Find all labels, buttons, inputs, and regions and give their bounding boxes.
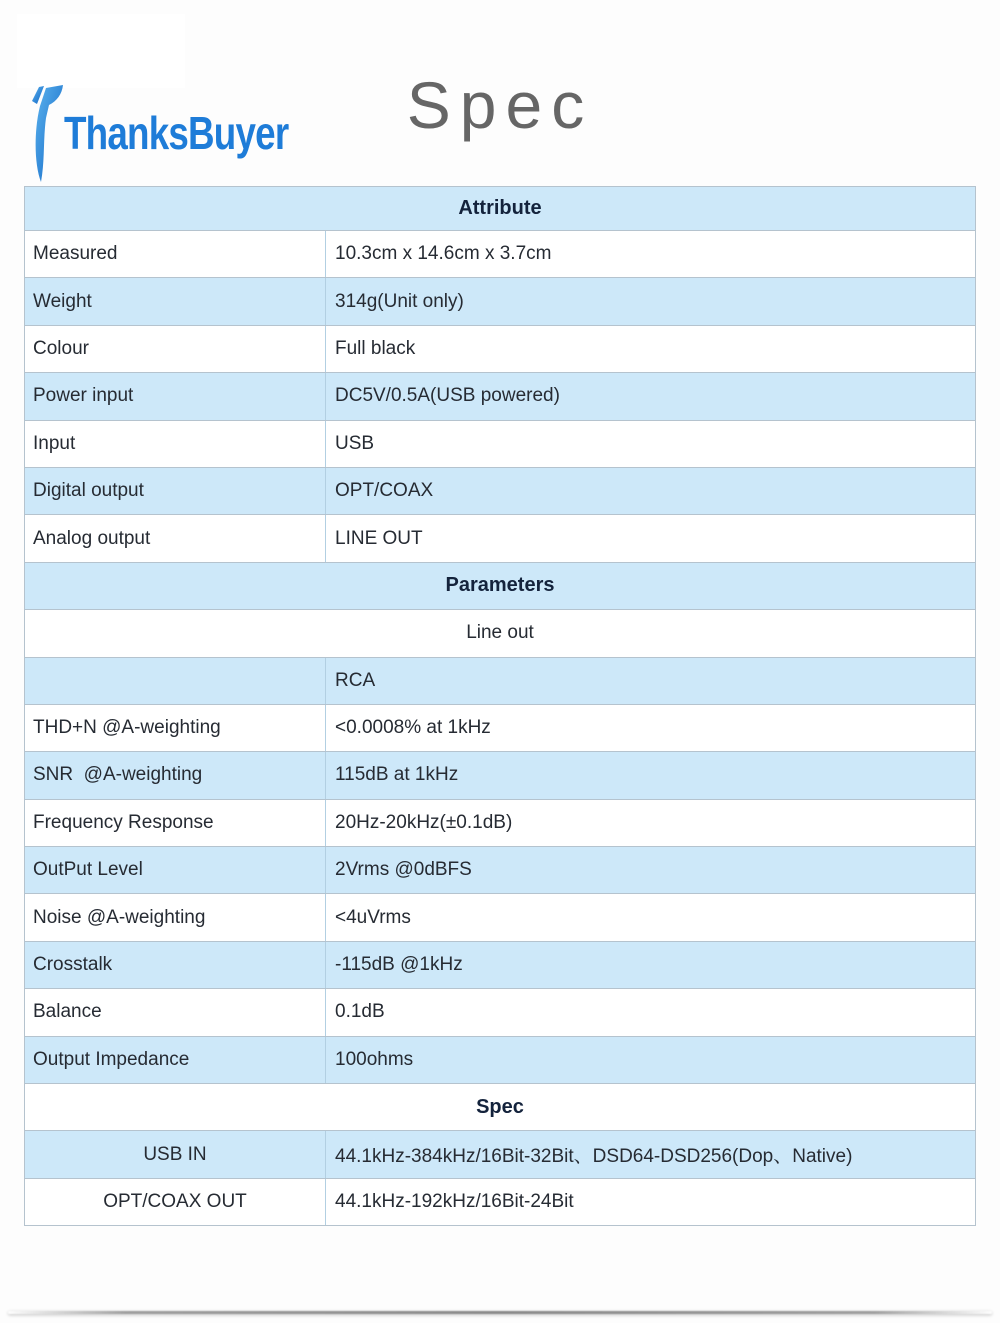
section-row xyxy=(25,1083,975,1130)
row-value: <0.0008% at 1kHz xyxy=(335,717,491,739)
spec-table xyxy=(24,186,976,1226)
row-value: OPT/COAX xyxy=(335,480,434,502)
row-value: 100ohms xyxy=(335,1048,414,1070)
table-row xyxy=(25,1178,975,1225)
row-key: USB IN xyxy=(25,1131,326,1177)
row-value: 44.1kHz-384kHz/16Bit-32Bit、DSD64-DSD256(Dop、Native) xyxy=(335,1146,853,1168)
row-key: Output Impedance xyxy=(25,1037,326,1083)
row-value: LINE OUT xyxy=(335,527,423,549)
row-key: Power input xyxy=(25,373,326,419)
section-title: Spec xyxy=(476,1095,524,1118)
row-label: Line out xyxy=(466,622,534,644)
table-row xyxy=(25,230,975,277)
table-row xyxy=(25,657,975,704)
table-row xyxy=(25,325,975,372)
row-key: SNR @A-weighting xyxy=(25,752,326,798)
table-row xyxy=(25,420,975,467)
table-row xyxy=(25,704,975,751)
row-key: Input xyxy=(25,421,326,467)
page-edge-shadow xyxy=(8,1311,992,1314)
row-value: 2Vrms @0dBFS xyxy=(335,859,472,881)
section-row xyxy=(25,562,975,609)
row-key: Analog output xyxy=(25,515,326,561)
table-row xyxy=(25,1036,975,1083)
row-key: Noise @A-weighting xyxy=(25,894,326,940)
section-title: Attribute xyxy=(458,197,542,219)
row-key: Balance xyxy=(25,989,326,1035)
table-row xyxy=(25,277,975,324)
table-row xyxy=(25,751,975,798)
row-key: Frequency Response xyxy=(25,800,326,846)
row-value: 20Hz-20kHz(±0.1dB) xyxy=(335,811,513,833)
table-row xyxy=(25,988,975,1035)
row-key: OPT/COAX OUT xyxy=(25,1179,326,1225)
row-value: Full black xyxy=(335,337,416,359)
table-row xyxy=(25,941,975,988)
logo-brand-text: ThanksBuyer xyxy=(64,107,289,159)
section-title: Parameters xyxy=(445,574,555,597)
table-row xyxy=(25,467,975,514)
table-row xyxy=(25,799,975,846)
table-row xyxy=(25,846,975,893)
row-key: THD+N @A-weighting xyxy=(25,705,326,751)
row-key: OutPut Level xyxy=(25,847,326,893)
row-value: 0.1dB xyxy=(335,1001,385,1023)
row-key xyxy=(25,658,326,704)
row-value: 10.3cm x 14.6cm x 3.7cm xyxy=(335,243,552,265)
row-key: Measured xyxy=(25,231,326,277)
row-value: DC5V/0.5A(USB powered) xyxy=(335,385,560,407)
row-value: <4uVrms xyxy=(335,906,411,928)
row-key: Crosstalk xyxy=(25,942,326,988)
section-row xyxy=(25,187,975,230)
row-value: USB xyxy=(335,432,375,454)
row-value: RCA xyxy=(335,669,376,691)
table-row xyxy=(25,893,975,940)
table-row xyxy=(25,1130,975,1177)
row-key: Digital output xyxy=(25,468,326,514)
row-value: 314g(Unit only) xyxy=(335,290,464,312)
row-value: -115dB @1kHz xyxy=(335,954,463,976)
row-value: 44.1kHz-192kHz/16Bit-24Bit xyxy=(335,1191,574,1212)
row-key: Colour xyxy=(25,326,326,372)
page-title: Spec xyxy=(406,68,594,142)
row-key: Weight xyxy=(25,278,326,324)
section-row xyxy=(25,609,975,656)
table-row xyxy=(25,514,975,561)
row-value: 115dB at 1kHz xyxy=(335,764,459,786)
table-row xyxy=(25,372,975,419)
